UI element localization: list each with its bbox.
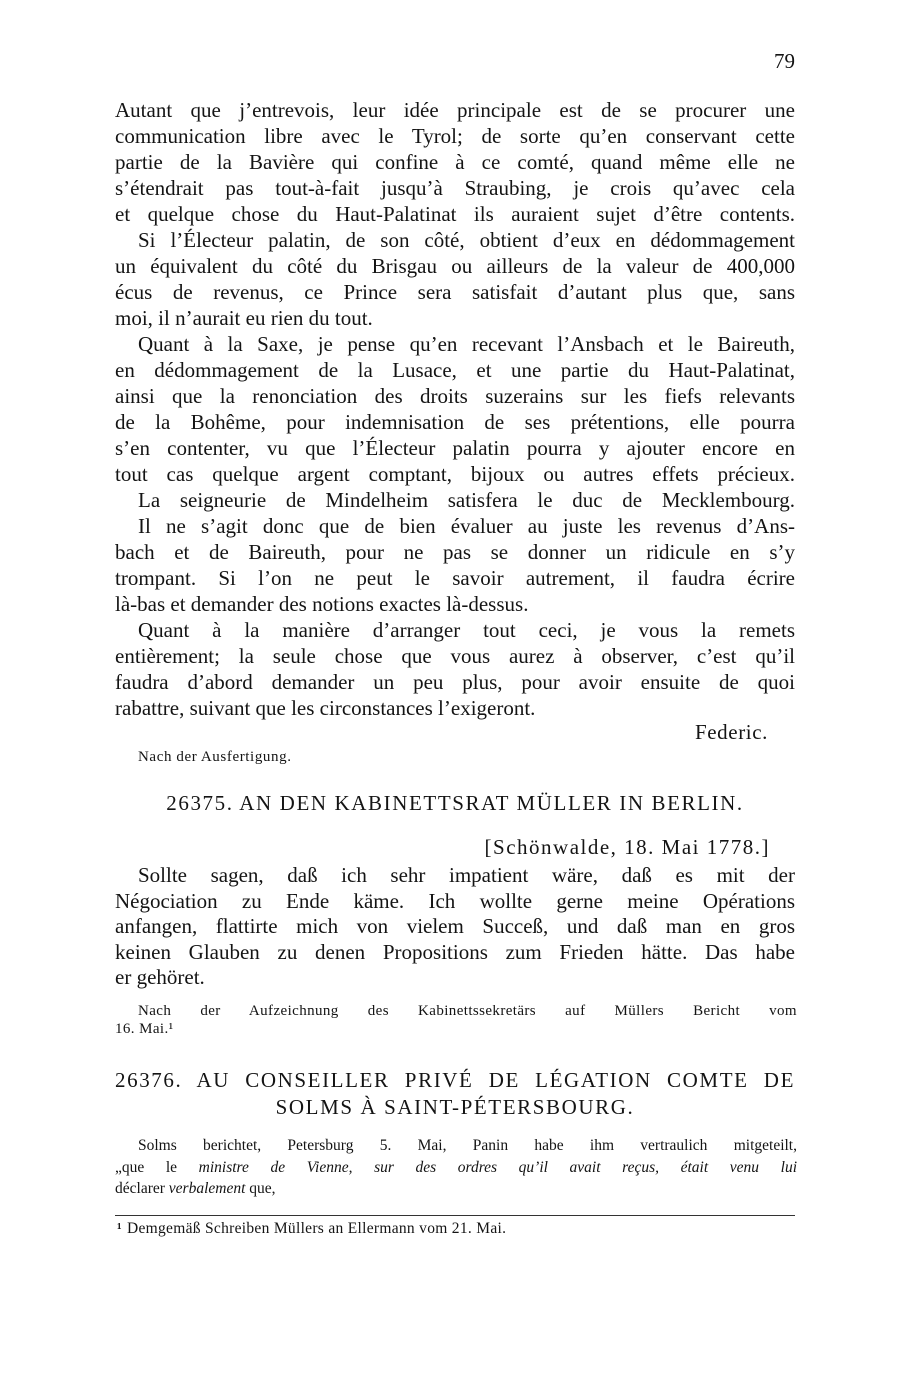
footnote-text: Demgemäß Schreiben Müllers an Ellermann vom 21. Mai. (126, 1220, 507, 1237)
text-line: anfangen, flattirte mich von vielem Succeß, und daß man en gros (115, 914, 795, 939)
text-line: Si l’Électeur palatin, de son côté, obtient d’eux en dédommagement (138, 228, 795, 252)
text-line: bach et de Baireuth, pour ne pas se donner un ridicule en s’y (115, 540, 795, 564)
paragraph (115, 97, 795, 227)
text-line: moi, il n’aurait eu rien du tout. (115, 306, 373, 330)
text-line: trompant. Si l’on ne peut le savoir autrement, il faudra écrire (115, 566, 795, 590)
heading-line: 26376. AU CONSEILLER PRIVÉ DE LÉGATION COMTE DE (115, 1068, 795, 1092)
letter-heading (115, 1067, 795, 1121)
italic-segment: ministre de Vienne, sur des ordres qu’il avait reçus, était venu lui (198, 1158, 797, 1176)
text-line: partie de la Bavière qui confine à ce comté, quand même elle ne (115, 150, 795, 174)
source-note (115, 1002, 797, 1038)
text-line: écus de revenus, ce Prince sera satisfait d’autant plus que, sans (115, 280, 795, 304)
paragraph (115, 331, 795, 487)
text-line: s’en contenter, vu que l’Électeur palatin pourra y ajouter encore en (115, 436, 795, 460)
page-number: 79 (774, 49, 795, 73)
text-line: rabattre, suivant que les circonstances l’exigeront. (115, 696, 536, 720)
text-line: ainsi que la renonciation des droits suzerains sur les fiefs relevants (115, 384, 795, 408)
text-segment: „que le (115, 1158, 199, 1176)
heading-line: SOLMS À SAINT-PÉTERSBOURG. (275, 1095, 635, 1119)
text-line: Négociation zu Ende käme. Ich wollte gerne meine Opérations (115, 888, 795, 913)
text-line: là-bas et demander des notions exactes là-dessus. (115, 592, 529, 616)
signature: Federic. (694, 720, 768, 744)
text-line: communication libre avec le Tyrol; de sorte qu’en conservant cette (115, 124, 795, 148)
summary (115, 1135, 797, 1200)
footnote-divider (115, 1215, 795, 1216)
letter-26374-body (115, 97, 795, 721)
text-line: Autant que j’entrevois, leur idée principale est de se procurer une (115, 98, 795, 122)
source-note: Nach der Ausfertigung. (138, 749, 292, 765)
text-segment: déclarer (115, 1180, 169, 1197)
text-segment: que, (245, 1180, 276, 1197)
text-line: Il ne s’agit donc que de bien évaluer au juste les revenus d’Ans- (138, 514, 795, 538)
footnote-marker: ¹ (117, 1220, 122, 1237)
letter-26375-body (115, 863, 795, 991)
text-line (115, 1157, 797, 1179)
text-line: tout cas quelque argent comptant, bijoux ou autres effets précieux. (115, 462, 795, 486)
text-line: en dédommagement de la Lusace, et une partie du Haut-Palatinat, (115, 358, 795, 382)
text-line (115, 1178, 797, 1200)
paragraph (115, 487, 795, 513)
text-line: Quant à la manière d’arranger tout ceci, je vous la remets (138, 618, 795, 642)
paragraph (115, 227, 795, 331)
paragraph (115, 617, 795, 721)
paragraph (115, 513, 795, 617)
italic-segment: verbalement (168, 1180, 246, 1197)
text-line: La seigneurie de Mindelheim satisfera le duc de Mecklembourg. (138, 488, 795, 512)
text-line: s’étendrait pas tout-à-fait jusqu’à Straubing, je crois qu’avec cela (115, 176, 795, 200)
text-segment: Solms berichtet, Petersburg 5. Mai, Panin habe ihm vertraulich mitgeteilt, (138, 1137, 797, 1154)
text-line: entièrement; la seule chose que vous aurez à observer, c’est qu’il (115, 644, 795, 668)
text-line: un équivalent du côté du Brisgau ou ailleurs de la valeur de 400,000 (115, 254, 795, 278)
text-line (115, 1135, 797, 1157)
text-line: Quant à la Saxe, je pense qu’en recevant l’Ansbach et le Baireuth, (138, 332, 795, 356)
dateline: [Schönwalde, 18. Mai 1778.] (484, 835, 770, 859)
text-line: faudra d’abord demander un peu plus, pour avoir ensuite de quoi (115, 670, 795, 694)
text-line: 16. Mai.¹ (115, 1021, 174, 1037)
text-line: et quelque chose du Haut-Palatinat ils auraient sujet d’être contents. (115, 202, 795, 226)
text-line: er gehöret. (115, 965, 205, 990)
text-line: Nach der Aufzeichnung des Kabinettssekretärs auf Müllers Bericht vom (138, 1003, 797, 1019)
text-line: Sollte sagen, daß ich sehr impatient wäre, daß es mit der (138, 863, 795, 887)
letter-heading: 26375. AN DEN KABINETTSRAT MÜLLER IN BERLIN. (166, 791, 744, 815)
text-line: de la Bohême, pour indemnisation de ses prétentions, elle pourra (115, 410, 795, 434)
footnote (117, 1220, 506, 1238)
text-line: keinen Glauben zu denen Propositions zum Frieden hätte. Das habe (115, 939, 795, 964)
